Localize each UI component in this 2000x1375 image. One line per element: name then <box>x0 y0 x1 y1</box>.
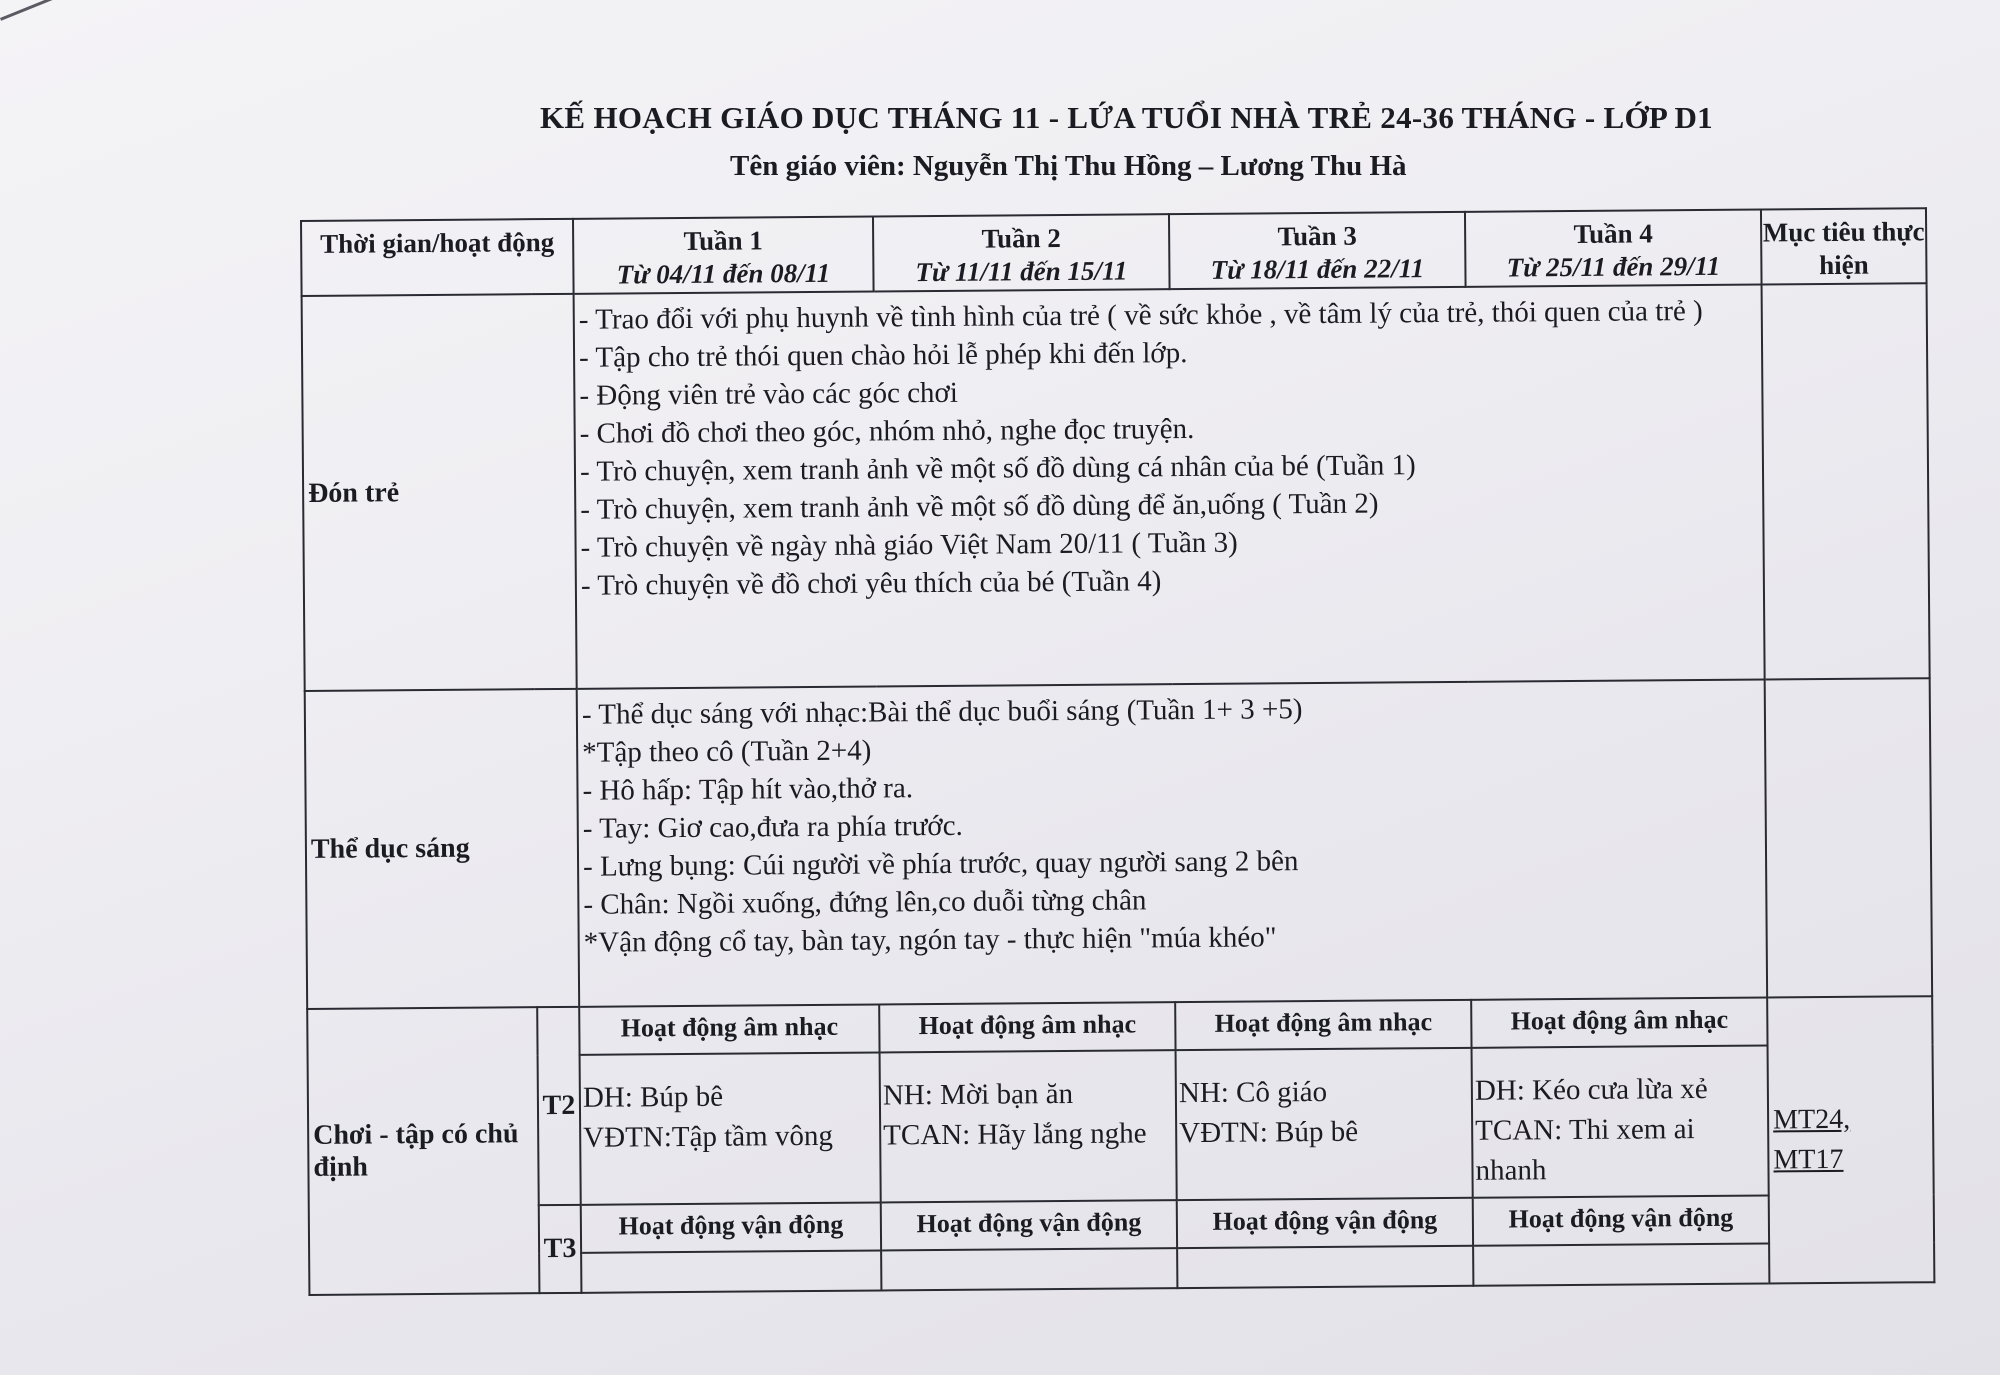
choi-tap-target <box>1767 996 1934 1283</box>
the-duc-sang-content <box>577 680 1767 1007</box>
t3-week-4 <box>1473 1243 1769 1285</box>
target-code: MT17 <box>1773 1143 1844 1176</box>
header-week-3 <box>1169 212 1466 289</box>
content-line: - Tay: Giơ cao,đưa ra phía trước. <box>582 809 963 845</box>
content-line: - Hô hấp: Tập hít vào,thở ra. <box>582 772 914 807</box>
week-range: Từ 11/11 đến 15/11 <box>915 255 1128 288</box>
content-line: - Trao đổi với phụ huynh về tình hình của trẻ ( về sức khỏe , về tâm lý của trẻ, thói quen của trẻ ) <box>578 294 1703 336</box>
activity-line: TCAN: Hãy lắng nghe <box>883 1117 1147 1152</box>
row-label-choi-tap: Chơi - tập có chủ định <box>307 1007 539 1295</box>
header-week-4 <box>1465 210 1762 287</box>
t2-week-2 <box>880 1050 1177 1202</box>
header-row <box>301 208 1927 296</box>
t2-heading-week-4: Hoạt động âm nhạc <box>1471 998 1767 1048</box>
content-line: - Trò chuyện, xem tranh ảnh về một số đồ dùng để ăn,uống ( Tuần 2) <box>580 487 1379 526</box>
header-week-2 <box>873 214 1170 291</box>
header-week-1 <box>573 216 874 293</box>
week-name: Tuần 4 <box>1573 218 1653 249</box>
content-line: - Lưng bụng: Cúi người về phía trước, quay người sang 2 bên <box>582 845 1299 883</box>
don-tre-content <box>574 285 1765 689</box>
t2-heading-week-3: Hoạt động âm nhạc <box>1175 1000 1471 1050</box>
day-t2: T2 <box>537 1007 581 1205</box>
t2-week-3 <box>1176 1048 1473 1200</box>
activity-line: DH: Búp bê <box>582 1080 724 1114</box>
t2-heading-week-2: Hoạt động âm nhạc <box>879 1002 1175 1052</box>
t3-week-1 <box>581 1250 881 1292</box>
row-don-tre <box>302 283 1930 691</box>
header-time-activity: Thời gian/hoạt động <box>301 219 574 296</box>
activity-line: VĐTN: Búp bê <box>1179 1115 1359 1150</box>
education-plan-table <box>300 207 1935 1296</box>
content-line: - Trò chuyện về ngày nhà giáo Việt Nam 20/11 ( Tuần 3) <box>580 526 1238 564</box>
header-target: Mục tiêu thực hiện <box>1761 208 1927 284</box>
week-name: Tuần 1 <box>683 225 763 256</box>
content-line: - Trò chuyện về đồ chơi yêu thích của bé (Tuần 4) <box>580 565 1162 602</box>
row-the-duc-sang <box>305 678 1932 1009</box>
t3-week-3 <box>1177 1246 1473 1288</box>
content-line: - Trò chuyện, xem tranh ảnh về một số đồ dùng cá nhân của bé (Tuần 1) <box>579 449 1416 488</box>
content-line: *Tập theo cô (Tuần 2+4) <box>582 734 872 769</box>
week-name: Tuần 3 <box>1277 220 1357 252</box>
the-duc-sang-target <box>1765 678 1932 997</box>
activity-line: DH: Kéo cưa lừa xẻ <box>1474 1072 1708 1107</box>
t2-week-4 <box>1472 1045 1769 1197</box>
t3-heading-week-1: Hoạt động vận động <box>581 1202 881 1252</box>
content-line: - Chơi đồ chơi theo góc, nhóm nhỏ, nghe đọc truyện. <box>579 412 1195 450</box>
t3-heading-week-4: Hoạt động vận động <box>1473 1195 1769 1245</box>
content-line: - Chân: Ngồi xuống, đứng lên,co duỗi từng chân <box>583 884 1147 921</box>
t2-week-1 <box>580 1052 881 1204</box>
content-line: *Vận động cổ tay, bàn tay, ngón tay - thực hiện "múa khéo" <box>583 921 1277 959</box>
t3-heading-week-2: Hoạt động vận động <box>881 1200 1177 1250</box>
target-code: MT24, <box>1773 1103 1851 1136</box>
t3-heading-week-3: Hoạt động vận động <box>1177 1198 1473 1248</box>
document-title: KẾ HOẠCH GIÁO DỤC THÁNG 11 - LỨA TUỔI NHÀ TRẺ 24-36 THÁNG - LỚP D1 <box>540 100 1713 135</box>
week-range: Từ 18/11 đến 22/11 <box>1210 253 1425 285</box>
activity-line: VĐTN:Tập tầm vông <box>583 1119 834 1154</box>
document-subtitle: Tên giáo viên: Nguyễn Thị Thu Hồng – Lương Thu Hà <box>730 150 1407 182</box>
row-label-don-tre: Đón trẻ <box>302 294 577 691</box>
week-range: Từ 04/11 đến 08/11 <box>616 257 831 290</box>
week-range: Từ 25/11 đến 29/11 <box>1506 250 1721 283</box>
week-name: Tuần 2 <box>981 223 1061 254</box>
content-line: - Động viên trẻ vào các góc chơi <box>579 376 959 412</box>
don-tre-target <box>1762 283 1930 679</box>
t2-heading-week-1: Hoạt động âm nhạc <box>579 1004 879 1054</box>
activity-line: NH: Mời bạn ăn <box>882 1077 1074 1112</box>
day-t3: T3 <box>539 1205 582 1293</box>
activity-line: NH: Cô giáo <box>1178 1075 1328 1110</box>
activity-line: TCAN: Thi xem ai nhanh <box>1475 1113 1695 1187</box>
t3-week-2 <box>881 1248 1177 1290</box>
content-line: - Thể dục sáng với nhạc:Bài thể dục buổi sáng (Tuần 1+ 3 +5) <box>581 693 1303 731</box>
row-label-the-duc-sang: Thể dục sáng <box>305 689 580 1009</box>
content-line: - Tập cho trẻ thói quen chào hỏi lễ phép khi đến lớp. <box>578 337 1188 374</box>
